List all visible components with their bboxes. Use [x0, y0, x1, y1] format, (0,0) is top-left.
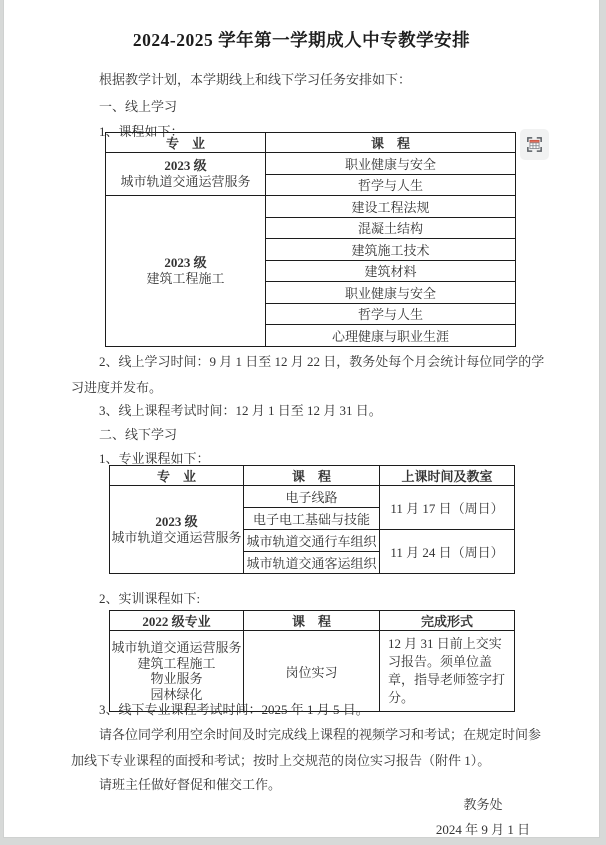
- table-capture-icon: [525, 135, 544, 154]
- intro-paragraph: 根据教学计划，本学期线上和线下学习任务安排如下：: [99, 72, 412, 87]
- major-cell: [110, 486, 244, 574]
- course-cell: 职业健康与安全: [266, 282, 516, 304]
- section1-item1: 1、课程如下：: [99, 124, 184, 139]
- closing-paragraph-2: 请班主任做好督促和催交工作。: [99, 777, 282, 792]
- table-row: [106, 196, 516, 218]
- major-grade: 2023 级: [164, 158, 207, 173]
- section2-item1: 1、专业课程如下：: [99, 451, 210, 466]
- major-cell: [110, 631, 244, 712]
- course-cell: 城市轨道交通客运组织: [244, 552, 380, 574]
- major-cell: [106, 196, 266, 347]
- section1-heading: 一、线上学习: [99, 99, 178, 114]
- course-cell: 建设工程法规: [266, 196, 516, 218]
- course-cell: 建筑材料: [266, 260, 516, 282]
- course-cell: 心理健康与职业生涯: [266, 325, 516, 347]
- header-cell-course: 课 程: [266, 133, 516, 153]
- section1-item2: [71, 349, 544, 401]
- table-row: [110, 486, 515, 508]
- document-page: [3, 0, 600, 838]
- page-title: 2024-2025 学年第一学期成人中专教学安排: [132, 30, 471, 50]
- paragraph-line: 习进度并发布。: [71, 380, 163, 395]
- major-name: 城市轨道交通运营服务: [111, 529, 242, 545]
- paragraph-line: 加线下专业课程的面授和考试；按时上交规范的岗位实习报告（附件 1）。: [71, 753, 491, 768]
- table-header-row: [106, 133, 516, 153]
- header-cell-major: 专 业: [110, 466, 244, 486]
- course-cell: 城市轨道交通行车组织: [244, 530, 380, 552]
- header-cell-major: 2022 级专业: [110, 611, 244, 631]
- completion-cell: 12 月 31 日前上交实习报告。须单位盖章，指导老师签字打分。: [380, 631, 515, 712]
- major-name: 建筑工程施工: [137, 655, 216, 671]
- header-cell-course: 课 程: [244, 466, 380, 486]
- major-name: 城市轨道交通运营服务: [120, 174, 251, 189]
- signature-date: 2024 年 9 月 1 日: [435, 822, 531, 837]
- course-cell: 岗位实习: [244, 631, 380, 712]
- course-cell: 建筑施工技术: [266, 239, 516, 261]
- header-cell-time: 上课时间及教室: [380, 466, 515, 486]
- header-cell-course: 课 程: [244, 611, 380, 631]
- section2-item2: 2、实训课程如下:: [99, 591, 201, 606]
- course-cell: 职业健康与安全: [266, 153, 516, 175]
- practical-training-table: [109, 610, 515, 712]
- major-grade: 2023 级: [164, 254, 207, 270]
- section1-item3: 3、线上课程考试时间：12 月 1 日至 12 月 31 日。: [99, 403, 382, 418]
- major-grade: 2023 级: [155, 513, 198, 529]
- offline-courses-table: [109, 465, 515, 574]
- major-cell: [106, 153, 266, 196]
- section2-heading: 二、线下学习: [99, 427, 178, 442]
- table-header-row: [110, 611, 515, 631]
- section2-item3: 3、线下专业课程考试时间：2025 年 1 月 5 日。: [99, 702, 369, 717]
- major-name: 物业服务: [150, 671, 203, 686]
- paragraph-line: 2、线上学习时间：9 月 1 日至 12 月 22 日，教务处每个月会统计每位同学的学: [99, 354, 545, 369]
- closing-paragraph: [71, 722, 541, 774]
- course-cell: 电子电工基础与技能: [244, 508, 380, 530]
- paragraph-line: 请各位同学利用空余时间及时完成线上课程的视频学习和考试；在规定时间参: [99, 727, 542, 742]
- table-capture-button[interactable]: [520, 129, 549, 160]
- course-cell: 电子线路: [244, 486, 380, 508]
- major-name: 园林绿化: [150, 686, 203, 702]
- course-cell: 混凝土结构: [266, 217, 516, 239]
- major-name: 城市轨道交通运营服务: [111, 640, 242, 655]
- online-courses-table: [105, 132, 516, 347]
- header-cell-major: 专 业: [106, 133, 266, 153]
- time-cell: 11 月 24 日（周日）: [380, 530, 515, 574]
- signature-department: 教务处: [463, 797, 503, 812]
- time-cell: 11 月 17 日（周日）: [380, 486, 515, 530]
- major-name: 建筑工程施工: [146, 270, 225, 286]
- table-row: [106, 153, 516, 175]
- course-cell: 哲学与人生: [266, 303, 516, 325]
- course-cell: 哲学与人生: [266, 174, 516, 196]
- table-row: [110, 631, 515, 712]
- table-header-row: [110, 466, 515, 486]
- header-cell-completion: 完成形式: [380, 611, 515, 631]
